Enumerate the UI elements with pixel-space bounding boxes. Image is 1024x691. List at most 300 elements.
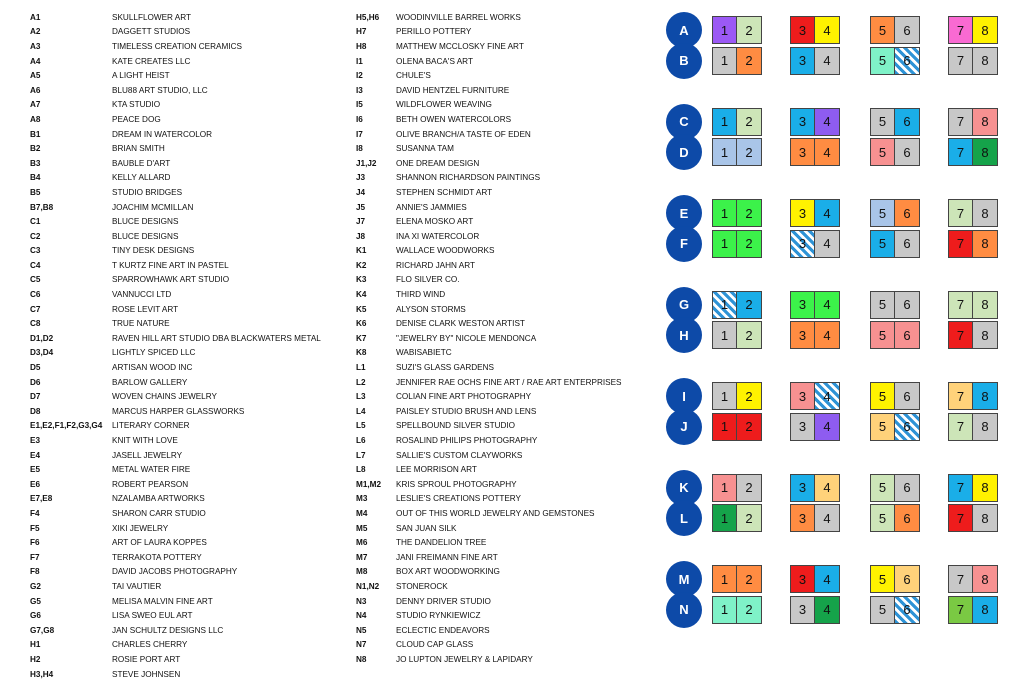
booth-n4: 4 [815,596,840,624]
booth-k2: 2 [737,474,762,502]
vendor-name: BETH OWEN WATERCOLORS [396,114,512,124]
booth-a1: 1 [712,16,737,44]
booth-b8: 8 [973,47,998,75]
booth-code: N3 [356,596,367,606]
booth-code: K6 [356,319,367,329]
legend-entry [356,171,622,186]
booth-n3: 3 [790,596,815,624]
booth-code: F6 [30,538,40,548]
vendor-name: LISA SWEO EUL ART [112,611,193,621]
vendor-name: TIMELESS CREATION CERAMICS [112,41,242,51]
vendor-name: SHANNON RICHARDSON PAINTINGS [396,173,541,183]
legend-entry [356,419,622,434]
booth-pair [712,230,762,258]
legend-entry [30,594,321,609]
legend-entry [30,200,321,215]
booth-f3: 3 [790,230,815,258]
booth-code: D6 [30,377,41,387]
vendor-name: JOACHIM MCMILLAN [112,202,194,212]
booth-code: B2 [30,144,41,154]
booth-pair [790,565,840,593]
legend-entry [356,54,622,69]
legend-entry [30,389,321,404]
vendor-name: CHARLES CHERRY [112,640,188,650]
legend-entry [356,200,622,215]
legend-entry [30,623,321,638]
booth-pair [712,47,762,75]
vendor-name: JENNIFER RAE OCHS FINE ART / RAE ART ENTERPRISES [396,377,622,387]
booth-l7: 7 [948,504,973,532]
vendor-name: DAVID JACOBS PHOTOGRAPHY [112,567,238,577]
booth-c7: 7 [948,108,973,136]
vendor-name: TINY DESK DESIGNS [112,246,195,256]
legend-entry [30,171,321,186]
vendor-name: ART OF LAURA KOPPES [112,538,207,548]
booth-f1: 1 [712,230,737,258]
legend-entry [356,579,622,594]
booth-j1: 1 [712,413,737,441]
booth-b6: 6 [895,47,920,75]
legend-entry [30,448,321,463]
booth-code: I2 [356,71,363,81]
booth-pair [790,504,840,532]
legend-entry [30,667,321,682]
booth-a6: 6 [895,16,920,44]
booth-b3: 3 [790,47,815,75]
vendor-name: SUZI'S GLASS GARDENS [396,363,495,373]
vendor-name: RICHARD JAHN ART [396,260,476,270]
vendor-name: SPARROWHAWK ART STUDIO [112,275,230,285]
vendor-name: THIRD WIND [396,290,446,300]
legend-entry [30,185,321,200]
vendor-name: STEVE JOHNSEN [112,669,181,679]
booth-a2: 2 [737,16,762,44]
legend-entry [356,156,622,171]
vendor-name: MATTHEW MCCLOSKY FINE ART [396,41,524,51]
legend-entry [30,98,321,113]
booth-code: G2 [30,581,41,591]
booth-code: K1 [356,246,367,256]
legend-entry [356,594,622,609]
vendor-name: LIGHTLY SPICED LLC [112,348,196,358]
vendor-name: T KURTZ FINE ART IN PASTEL [112,260,229,270]
booth-code: N4 [356,611,367,621]
legend-entry [356,389,622,404]
booth-code: K7 [356,333,367,343]
booth-code: C7 [30,304,41,314]
booth-pair [870,474,920,502]
booth-pair [948,321,998,349]
vendor-name: BOX ART WOODWORKING [396,567,500,577]
booth-pair [948,382,998,410]
vendor-name: LESLIE'S CREATIONS POTTERY [396,494,522,504]
vendor-name: NZALAMBA ARTWORKS [112,494,205,504]
booth-b2: 2 [737,47,762,75]
vendor-name: KNIT WITH LOVE [112,436,178,446]
booth-code: B1 [30,129,41,139]
booth-code: A7 [30,100,41,110]
vendor-name: JO LUPTON JEWELRY & LAPIDARY [396,654,533,664]
vendor-name: BLU88 ART STUDIO, LLC [112,85,208,95]
booth-pair [870,321,920,349]
legend-entry [356,98,622,113]
booth-m5: 5 [870,565,895,593]
booth-code: H3,H4 [30,669,54,679]
booth-pair [712,596,762,624]
booth-c6: 6 [895,108,920,136]
booth-n6: 6 [895,596,920,624]
booth-l8: 8 [973,504,998,532]
vendor-name: TERRAKOTA POTTERY [112,552,202,562]
legend-entry [30,229,321,244]
booth-code: M1,M2 [356,479,382,489]
booth-code: K8 [356,348,367,358]
booth-pair [712,504,762,532]
vendor-name: ARTISAN WOOD INC [112,363,193,373]
vendor-name: STONEROCK [396,581,448,591]
booth-code: K5 [356,304,367,314]
booth-code: G6 [30,611,41,621]
booth-code: E5 [30,465,41,475]
booth-a7: 7 [948,16,973,44]
vendor-name: KATE CREATES LLC [112,56,191,66]
booth-h3: 3 [790,321,815,349]
booth-code: A8 [30,114,41,124]
booth-pair [870,413,920,441]
booth-pair [712,16,762,44]
legend-entry [30,565,321,580]
legend-entry [30,492,321,507]
booth-e5: 5 [870,199,895,227]
legend-entry [30,550,321,565]
vendor-name: ONE DREAM DESIGN [396,158,480,168]
booth-code: B7,B8 [30,202,54,212]
booth-m2: 2 [737,565,762,593]
booth-code: A4 [30,56,41,66]
legend-entry [356,535,622,550]
booth-code: M4 [356,508,368,518]
booth-code: A3 [30,41,41,51]
booth-f8: 8 [973,230,998,258]
legend-entry [356,141,622,156]
booth-code: F5 [30,523,40,533]
booth-pair [948,16,998,44]
booth-d5: 5 [870,138,895,166]
booth-code: H1 [30,640,41,650]
booth-code: G7,G8 [30,625,55,635]
booth-map [640,0,1024,691]
legend-entry [356,25,622,40]
legend-entry [356,652,622,667]
legend-entry [356,433,622,448]
booth-n5: 5 [870,596,895,624]
booth-d8: 8 [973,138,998,166]
legend-entry [356,83,622,98]
booth-h2: 2 [737,321,762,349]
booth-f7: 7 [948,230,973,258]
vendor-legend-column-2 [356,10,622,667]
legend-entry [30,25,321,40]
legend-entry [30,316,321,331]
booth-d2: 2 [737,138,762,166]
booth-l2: 2 [737,504,762,532]
legend-entry [356,229,622,244]
booth-c4: 4 [815,108,840,136]
row-label-f: F [666,226,702,262]
vendor-name: BRIAN SMITH [112,144,165,154]
booth-d6: 6 [895,138,920,166]
legend-entry [30,214,321,229]
vendor-name: FLO SILVER CO. [396,275,460,285]
booth-code: E7,E8 [30,494,53,504]
vendor-name: CHULE'S [396,71,431,81]
legend-entry [356,244,622,259]
booth-code: C2 [30,231,41,241]
booth-code: M7 [356,552,368,562]
vendor-name: ELENA MOSKO ART [396,217,474,227]
legend-entry [356,448,622,463]
booth-code: J5 [356,202,366,212]
vendor-name: SUSANNA TAM [396,144,454,154]
legend-entry [30,156,321,171]
booth-pair [948,565,998,593]
legend-entry [356,185,622,200]
booth-f2: 2 [737,230,762,258]
row-label-h: H [666,317,702,353]
booth-pair [712,413,762,441]
booth-code: I1 [356,56,363,66]
booth-k1: 1 [712,474,737,502]
booth-g7: 7 [948,291,973,319]
vendor-name: SPELLBOUND SILVER STUDIO [396,421,516,431]
booth-pair [790,199,840,227]
booth-pair [790,138,840,166]
legend-entry [356,112,622,127]
booth-a4: 4 [815,16,840,44]
booth-code: J8 [356,231,366,241]
legend-entry [356,360,622,375]
legend-entry [356,565,622,580]
booth-code: B3 [30,158,41,168]
legend-entry [356,346,622,361]
legend-entry [30,433,321,448]
booth-m1: 1 [712,565,737,593]
booth-code: D1,D2 [30,333,54,343]
vendor-name: COLIAN FINE ART PHOTOGRAPHY [396,392,532,402]
booth-code: M5 [356,523,368,533]
booth-j2: 2 [737,413,762,441]
vendor-name: TAI VAUTIER [112,581,162,591]
legend-entry [30,579,321,594]
booth-code: B5 [30,187,41,197]
booth-code: L3 [356,392,366,402]
legend-entry [356,550,622,565]
booth-pair [948,47,998,75]
booth-c8: 8 [973,108,998,136]
booth-code: L4 [356,406,366,416]
row-label-j: J [666,409,702,445]
vendor-name: BLUCE DESIGNS [112,231,179,241]
legend-entry [30,83,321,98]
vendor-name: A LIGHT HEIST [112,71,170,81]
vendor-name: DAGGETT STUDIOS [112,27,191,37]
vendor-name: LEE MORRISON ART [396,465,477,475]
legend-entry [356,302,622,317]
booth-code: J4 [356,187,366,197]
booth-code: L2 [356,377,366,387]
booth-code: C3 [30,246,41,256]
legend-entry [30,68,321,83]
legend-entry [356,39,622,54]
booth-pair [712,199,762,227]
booth-pair [870,230,920,258]
legend-entry [356,10,622,25]
vendor-name: PEACE DOG [112,114,161,124]
booth-code: C8 [30,319,41,329]
vendor-name: OUT OF THIS WORLD JEWELRY AND GEMSTONES [396,508,595,518]
row-label-m: M [666,561,702,597]
booth-n8: 8 [973,596,998,624]
booth-m4: 4 [815,565,840,593]
vendor-name: SAN JUAN SILK [396,523,457,533]
vendor-name: JASELL JEWELRY [112,450,183,460]
row-label-k: K [666,470,702,506]
legend-entry [30,54,321,69]
booth-code: C5 [30,275,41,285]
booth-pair [790,230,840,258]
booth-pair [870,199,920,227]
row-label-a: A [666,12,702,48]
legend-entry [30,506,321,521]
booth-code: E1,E2,F1,F2,G3,G4 [30,421,103,431]
booth-d1: 1 [712,138,737,166]
vendor-name: WALLACE WOODWORKS [396,246,495,256]
booth-code: J1,J2 [356,158,377,168]
vendor-name: PAISLEY STUDIO BRUSH AND LENS [396,406,537,416]
booth-code: A2 [30,27,41,37]
booth-b7: 7 [948,47,973,75]
booth-pair [948,474,998,502]
vendor-name: THE DANDELION TREE [396,538,487,548]
booth-pair [948,138,998,166]
booth-code: I7 [356,129,363,139]
booth-code: H8 [356,41,367,51]
vendor-name: SALLIE'S CUSTOM CLAYWORKS [396,450,523,460]
vendor-name: WILDFLOWER WEAVING [396,100,492,110]
vendor-name: ALYSON STORMS [396,304,466,314]
booth-code: I5 [356,100,363,110]
booth-d3: 3 [790,138,815,166]
booth-code: I8 [356,144,363,154]
booth-pair [870,108,920,136]
row-label-g: G [666,287,702,323]
vendor-name: ROSE LEVIT ART [112,304,179,314]
booth-j4: 4 [815,413,840,441]
booth-pair [712,321,762,349]
vendor-name: XIKI JEWELRY [112,523,169,533]
legend-entry [30,535,321,550]
booth-code: M6 [356,538,368,548]
booth-g1: 1 [712,291,737,319]
booth-m6: 6 [895,565,920,593]
vendor-name: BARLOW GALLERY [112,377,188,387]
legend-entry [356,477,622,492]
booth-code: E4 [30,450,41,460]
legend-entry [30,287,321,302]
vendor-name: DAVID HENTZEL FURNITURE [396,85,510,95]
legend-entry [356,68,622,83]
booth-code: A1 [30,12,41,22]
booth-m3: 3 [790,565,815,593]
vendor-name: DENISE CLARK WESTON ARTIST [396,319,525,329]
legend-entry [30,112,321,127]
booth-e1: 1 [712,199,737,227]
booth-code: D7 [30,392,41,402]
row-label-d: D [666,134,702,170]
booth-l5: 5 [870,504,895,532]
booth-j6: 6 [895,413,920,441]
booth-code: C1 [30,217,41,227]
booth-code: K4 [356,290,367,300]
legend-entry [356,214,622,229]
vendor-name: KELLY ALLARD [112,173,171,183]
booth-m7: 7 [948,565,973,593]
legend-entry [356,273,622,288]
booth-pair [790,474,840,502]
booth-pair [790,108,840,136]
booth-l4: 4 [815,504,840,532]
booth-pair [948,504,998,532]
booth-h8: 8 [973,321,998,349]
booth-i4: 4 [815,382,840,410]
legend-entry [30,10,321,25]
booth-g8: 8 [973,291,998,319]
booth-code: G5 [30,596,41,606]
booth-pair [870,138,920,166]
legend-entry [356,638,622,653]
booth-k3: 3 [790,474,815,502]
booth-k8: 8 [973,474,998,502]
row-label-c: C [666,104,702,140]
booth-pair [790,47,840,75]
booth-g6: 6 [895,291,920,319]
booth-d7: 7 [948,138,973,166]
booth-pair [870,16,920,44]
booth-h5: 5 [870,321,895,349]
booth-l6: 6 [895,504,920,532]
booth-n7: 7 [948,596,973,624]
vendor-legend-column-1 [30,10,321,681]
vendor-name: TRUE NATURE [112,319,170,329]
booth-code: H7 [356,27,367,37]
booth-l3: 3 [790,504,815,532]
booth-pair [790,291,840,319]
booth-code: N7 [356,640,367,650]
booth-code: N1,N2 [356,581,380,591]
legend-entry [30,462,321,477]
booth-pair [870,291,920,319]
booth-pair [712,565,762,593]
booth-code: F7 [30,552,40,562]
legend-entry [30,638,321,653]
booth-pair [870,565,920,593]
vendor-name: LITERARY CORNER [112,421,190,431]
booth-code: I6 [356,114,363,124]
booth-i3: 3 [790,382,815,410]
vendor-name: INA XI WATERCOLOR [396,231,480,241]
legend-entry [30,141,321,156]
booth-i7: 7 [948,382,973,410]
